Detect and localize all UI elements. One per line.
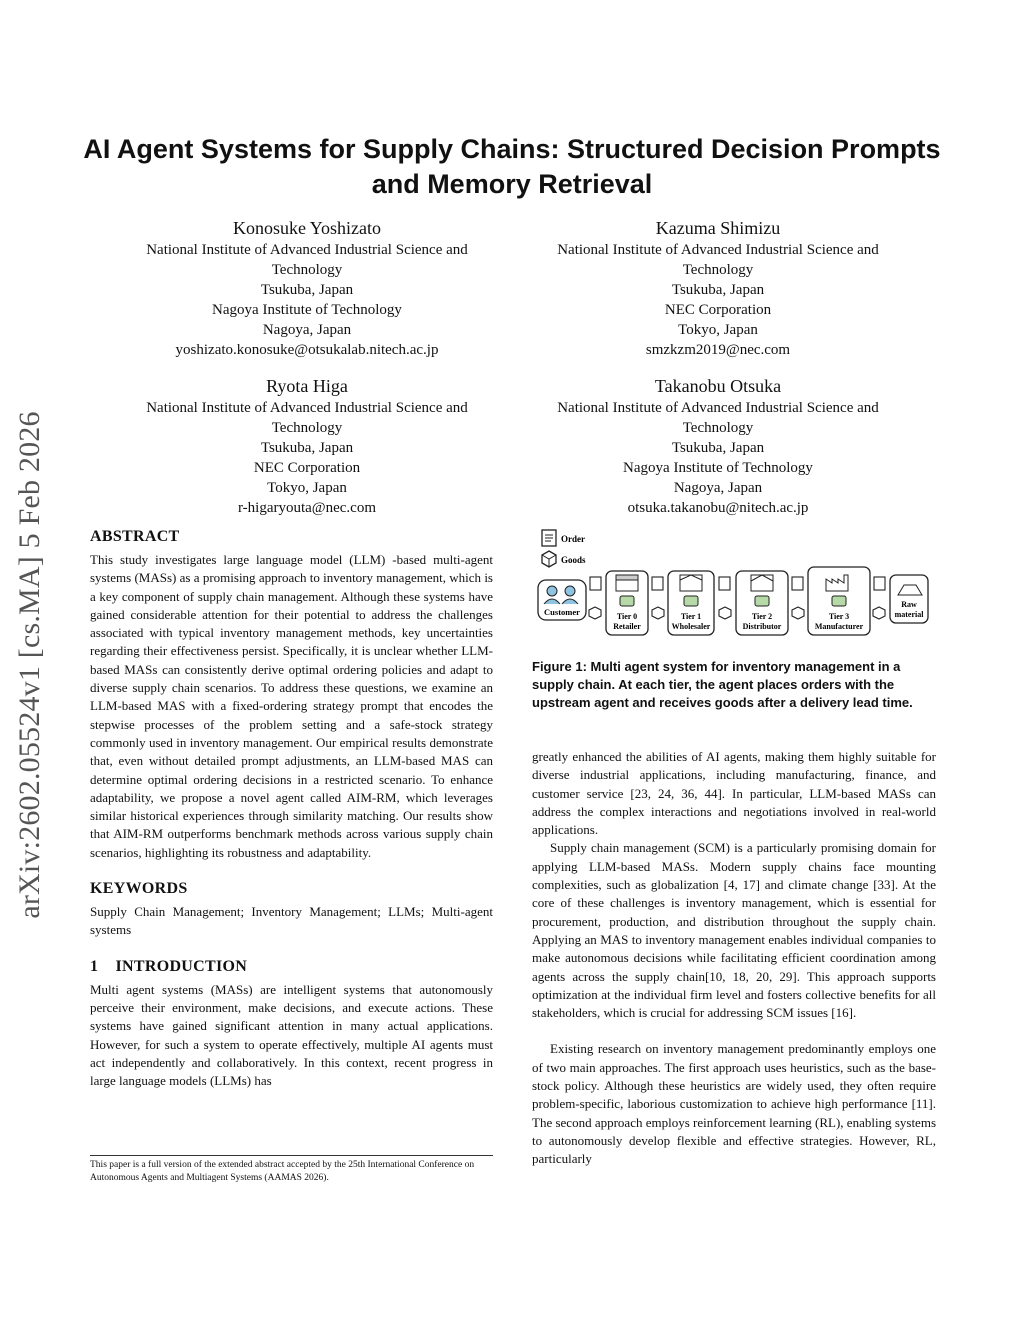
title-line-1: AI Agent Systems for Supply Chains: Structured Decision Prompts — [83, 134, 941, 164]
tier-3-label: Tier 3 — [828, 612, 850, 621]
supply-chain-figure — [536, 525, 936, 640]
tier-2-label: Tier 2 — [751, 612, 773, 621]
left-column — [90, 528, 493, 1090]
author-line: NEC Corporation — [664, 302, 772, 318]
author-line: Nagoya, Japan — [673, 480, 763, 496]
author-line: Tsukuba, Japan — [260, 440, 354, 456]
author-email: smzkzm2019@nec.com — [645, 342, 791, 358]
introduction-heading: 1 INTRODUCTION — [90, 957, 248, 975]
author-line: National Institute of Advanced Industrial Science and — [557, 400, 879, 416]
author-block-2 — [518, 216, 918, 360]
author-block-1 — [107, 216, 507, 360]
tier-1-node — [668, 571, 714, 635]
paragraph: Supply chain management (SCM) is a particularly promising domain for applying LLM-based MASs. Modern supply chains face mounting complexities, such as globalization [4, 17] and climate change [33]. At the core of these challenges is inventory management, which is essential for procurement, production, and distribution throughout the supply chain. Applying an MAS to inventory management enables individual companies to make autonomous decisions while facilitating efficient coordination among agents across the supply chain[10, 18, 20, 29]. This approach supports optimization at the individual firm level and fosters collective benefits for all stakeholders, which is crucial for addressing SCM issues [16]. — [532, 840, 936, 1021]
goods-legend-icon — [542, 551, 556, 567]
author-line: Tsukuba, Japan — [671, 282, 765, 298]
raw-material-node — [890, 575, 928, 623]
paragraph: greatly enhanced the abilities of AI agents, making them highly suitable for diverse industrial applications, including manufacturing, finance, and customer service [23, 24, 36, 44]. In particular, LLM-based MASs can address the complex interactions and negotiations involved in real-world applications. — [532, 749, 936, 838]
author-line: Nagoya Institute of Technology — [212, 302, 402, 318]
customer-label: Customer — [544, 607, 580, 617]
right-column — [532, 748, 936, 1169]
author-line: Technology — [682, 420, 754, 436]
author-line: Nagoya, Japan — [262, 322, 352, 338]
raw-material-label-2: material — [894, 610, 924, 619]
customer-node — [538, 580, 586, 620]
author-line: Tokyo, Japan — [267, 480, 347, 496]
legend-goods-label: Goods — [561, 555, 586, 565]
author-line: Technology — [271, 420, 343, 436]
author-line: Nagoya Institute of Technology — [623, 460, 813, 476]
author-block-4 — [518, 374, 918, 518]
keywords-text — [90, 903, 493, 940]
tier-0-node — [606, 571, 648, 635]
raw-material-label: Raw — [901, 600, 917, 609]
author-line: National Institute of Advanced Industrial Science and — [146, 242, 468, 258]
tier-2-node — [736, 571, 788, 635]
author-name: Ryota Higa — [266, 376, 348, 396]
tier-0-role: Retailer — [613, 622, 641, 631]
introduction-paragraph: Multi agent systems (MASs) are intelligent systems that autonomously perceive their environment, make decisions, and execute actions. These systems have gained significant attention in many actual applications. However, for such a system to operate effectively, multiple AI agents must act independently and collaboratively. In this context, recent progress in large language models (LLMs) has — [90, 981, 493, 1089]
introduction-text — [90, 981, 493, 1091]
author-email: yoshizato.konosuke@otsukalab.nitech.ac.jp — [175, 342, 439, 358]
author-name: Kazuma Shimizu — [655, 218, 781, 238]
figure-caption: Figure 1: Multi agent system for inventory management in a supply chain. At each tier, the agent places orders with the upstream agent and receives goods after a delivery lead time. — [532, 659, 913, 710]
author-line: Tsukuba, Japan — [260, 282, 354, 298]
author-name: Takanobu Otsuka — [654, 376, 782, 396]
paragraph: Existing research on inventory management predominantly employs one of two main approaches. The first approach uses heuristics, such as the base-stock policy. Although these heuristics are widely used, they often require problem-specific, laborious customization to achieve high performance [11]. The second approach employs reinforcement learning (RL), enabling systems to autonomously develop flexible and effective strategies. However, RL, particularly — [532, 1041, 936, 1167]
abstract-paragraph: This study investigates large language model (LLM) -based multi-agent systems (MASs) as a promising approach to inventory management, which is a key component of supply chain management. Although these systems have gained considerable attention for their potential to address the challenges associated with typical inventory management methods, key uncertainties regarding their effectiveness persist. Specifically, it is unclear whether LLM-based MASs can consistently derive optimal ordering policies and adapt to diverse supply chain scenarios. To address these questions, we examine an LLM-based MAS with a fixed-ordering strategy prompt that encodes the stepwise processes of the problem setting and a safe-stock strategy commonly used in inventory management. Our empirical results demonstrate that, even without detailed prompt adjustments, an LLM-based MAS can determine optimal ordering decisions in a restricted scenario. To enhance adaptability, we propose a novel agent called AIM-RM, which leverages similar historical experiences through similarity matching. Our results show that AIM-RM outperforms benchmark methods across various supply chain scenarios, highlighting its robustness and adaptability. — [90, 552, 493, 860]
author-line: National Institute of Advanced Industrial Science and — [557, 242, 879, 258]
arxiv-identifier — [10, 375, 50, 955]
abstract-text — [90, 551, 493, 862]
author-line: Tokyo, Japan — [678, 322, 758, 338]
keywords-heading: KEYWORDS — [90, 880, 188, 898]
footnote: This paper is a full version of the extended abstract accepted by the 25th International Conference on Autonomous Agents and Multiagent Systems (AAMAS 2026). — [90, 1160, 475, 1183]
paper-title — [80, 132, 944, 202]
tier-3-node — [808, 567, 870, 635]
tier-2-role: Distributor — [742, 622, 782, 631]
tier-0-label: Tier 0 — [616, 612, 638, 621]
author-email: otsuka.takanobu@nitech.ac.jp — [627, 500, 809, 516]
keywords-paragraph: Supply Chain Management; Inventory Management; LLMs; Multi-agent systems — [90, 904, 493, 938]
author-line: Technology — [682, 262, 754, 278]
author-email: r-higaryouta@nec.com — [237, 500, 377, 516]
title-line-2: and Memory Retrieval — [371, 169, 653, 199]
abstract-heading: ABSTRACT — [90, 528, 180, 545]
arxiv-id-text: arXiv:2602.05524v1 [cs.MA] 5 Feb 2026 — [13, 411, 46, 919]
tier-1-role: Wholesaler — [671, 622, 711, 631]
order-legend-icon — [542, 530, 556, 546]
author-line: NEC Corporation — [253, 460, 361, 476]
tier-3-role: Manufacturer — [814, 622, 864, 631]
author-name: Konosuke Yoshizato — [232, 218, 381, 238]
author-block-3 — [107, 374, 507, 518]
footnote-rule — [90, 1155, 493, 1156]
author-line: National Institute of Advanced Industrial Science and — [146, 400, 468, 416]
legend-order-label: Order — [561, 534, 585, 544]
author-line: Technology — [271, 262, 343, 278]
author-line: Tsukuba, Japan — [671, 440, 765, 456]
tier-1-label: Tier 1 — [680, 612, 702, 621]
